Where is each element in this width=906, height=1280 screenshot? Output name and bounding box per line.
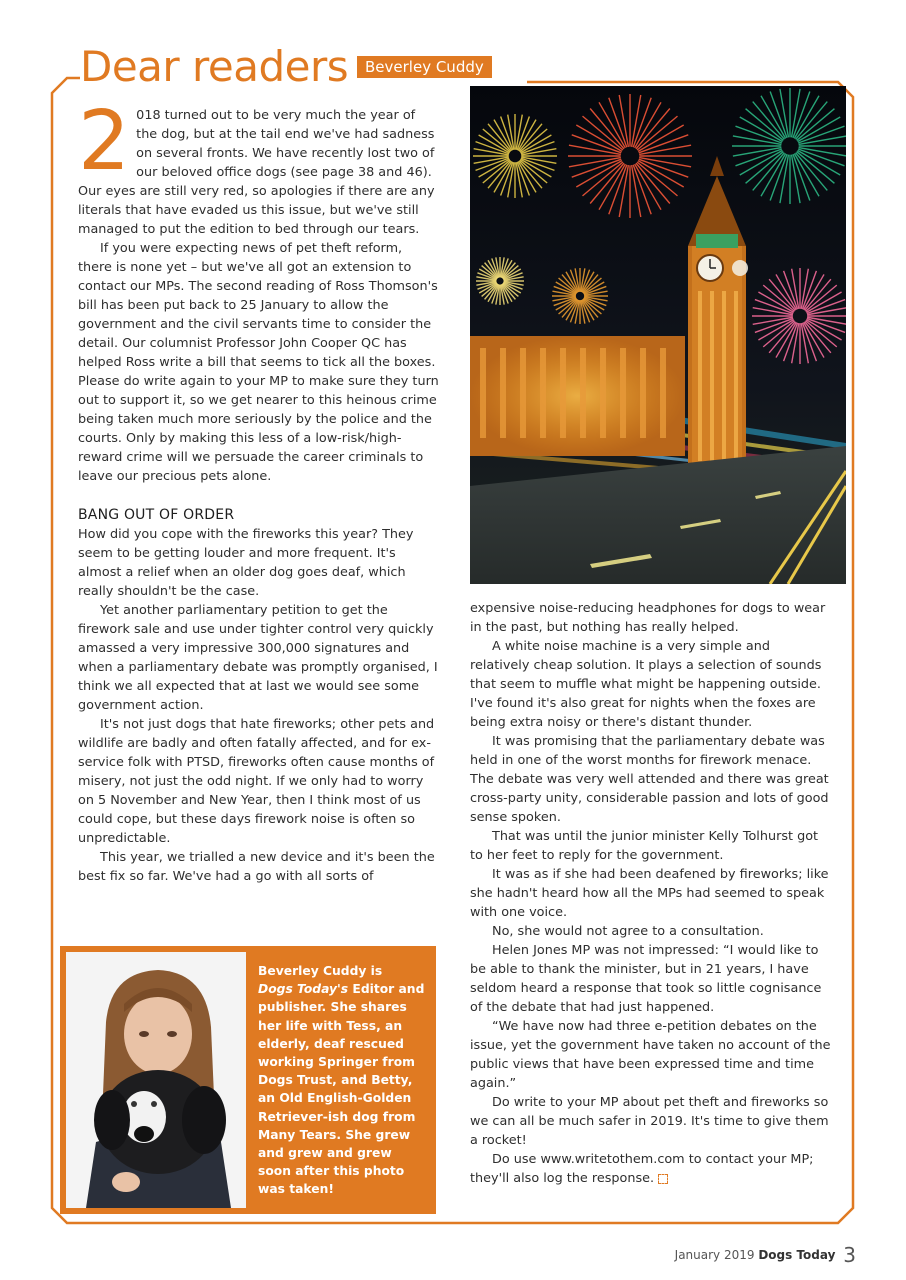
body-paragraph: That was until the junior minister Kelly Tolhurst got to her feet to reply for the government. <box>470 829 819 863</box>
body-paragraph: expensive noise-reducing headphones for dogs to wear in the past, but nothing has really helped. <box>470 601 826 635</box>
body-paragraph: Yet another parliamentary petition to get the firework sale and use under tighter control very quickly amassed a very impressive 300,000 signatures and when a parliamentary debate was promptly organised, I think we all expected that at last we would see some government action. <box>78 603 438 713</box>
body-paragraph: It was as if she had been deafened by fireworks; like she hadn't heard how all the MPs had seemed to speak with one voice. <box>470 867 829 920</box>
body-paragraph: Helen Jones MP was not impressed: “I would like to be able to thank the minister, but in 21 years, I have seldom heard a response that took so little cognisance of the debate that had just happened. <box>470 943 822 1015</box>
subheading: BANG OUT OF ORDER <box>78 507 235 523</box>
author-bio-text <box>258 962 426 1199</box>
author-tag: Beverley Cuddy <box>357 56 492 78</box>
magazine-name: Dogs Today <box>758 1248 836 1262</box>
body-paragraph: This year, we trialled a new device and it's been the best fix so far. We've had a go with all sorts of <box>78 850 435 884</box>
author-photo <box>66 952 246 1208</box>
article-left-column <box>78 94 440 886</box>
body-paragraph: “We have now had three e-petition debates on the issue, yet the government have taken no account of the public views that have been expressed time and time again.” <box>470 1019 831 1091</box>
body-paragraph: A white noise machine is a very simple and relatively cheap solution. It plays a selection of sounds that seem to muffle what might be happening outside. I've found it's also great for nights when the foxes are being extra noisy or there's distant thunder. <box>470 639 822 730</box>
bio-line: Beverley Cuddy is <box>258 964 383 978</box>
drop-cap: 2 <box>78 94 131 189</box>
body-paragraph: Do write to your MP about pet theft and fireworks so we can all be much safer in 2019. It's time to give them a rocket! <box>470 1095 829 1148</box>
body-paragraph: How did you cope with the fireworks this year? They seem to be getting louder and more frequent. It's almost a relief when an older dog goes deaf, which really shouldn't be the case. <box>78 527 414 599</box>
end-mark-icon <box>658 1174 668 1184</box>
page-number: 3 <box>843 1243 856 1267</box>
page-folio <box>675 1243 856 1267</box>
closing-text: Do use www.writetothem.com to contact your MP; they'll also log the response. <box>470 1152 814 1186</box>
body-paragraph: No, she would not agree to a consultation. <box>492 924 764 939</box>
page-title: Dear readers <box>80 42 349 91</box>
article-right-column <box>470 599 832 1188</box>
body-paragraph: It was promising that the parliamentary debate was held in one of the worst months for firework menace. The debate was very well attended and there was great cross-party unity, considerable passion and lots of good sense spoken. <box>470 734 829 825</box>
body-paragraph <box>470 1150 832 1188</box>
bio-line: Editor and publisher. She shares her life with Tess, an elderly, deaf rescued working Springer from Dogs Trust, and Betty, an Old English-Golden Retriever-ish dog from Many Tears. She grew and grew and grew soon after this photo was taken! <box>258 982 425 1197</box>
issue-date: January 2019 <box>674 1248 755 1262</box>
intro-paragraph <box>78 94 440 239</box>
body-paragraph: It's not just dogs that hate fireworks; other pets and wildlife are badly and often fatally affected, and for ex-service folk with PTSD, fireworks often cause months of misery, not just the odd night. If we only had to worry on 5 November and New Year, then I think most of us could cope, but these days firework noise is often so unpredictable. <box>78 717 435 846</box>
fireworks-photo <box>470 86 846 584</box>
author-bio-box <box>60 946 436 1214</box>
intro-text: 018 turned out to be very much the year of the dog, but at the tail end we've had sadness on several fronts. We have recently lost two of our beloved office dogs (see page 38 and 46). Our eyes are still very red, so apologies if there are any literals that have evaded us this issue, but we've still managed to put the edition to bed through our tears. <box>78 108 435 237</box>
body-paragraph: If you were expecting news of pet theft reform, there is none yet – but we've all got an extension to contact our MPs. The second reading of Ross Thomson's bill has been put back to 25 January to allow the government and the civil servants time to consider the detail. Our columnist Professor John Cooper QC has helped Ross write a bill that seems to tick all the boxes. Please do write again to your MP to make sure they turn out to support it, so we get nearer to this heinous crime being taken much more seriously by the police and the courts. Only by making this less of a low-risk/high-reward crime will we persuade the career criminals to leave our precious pets alone. <box>78 241 439 484</box>
bio-magazine-name: Dogs Today's <box>258 982 349 997</box>
